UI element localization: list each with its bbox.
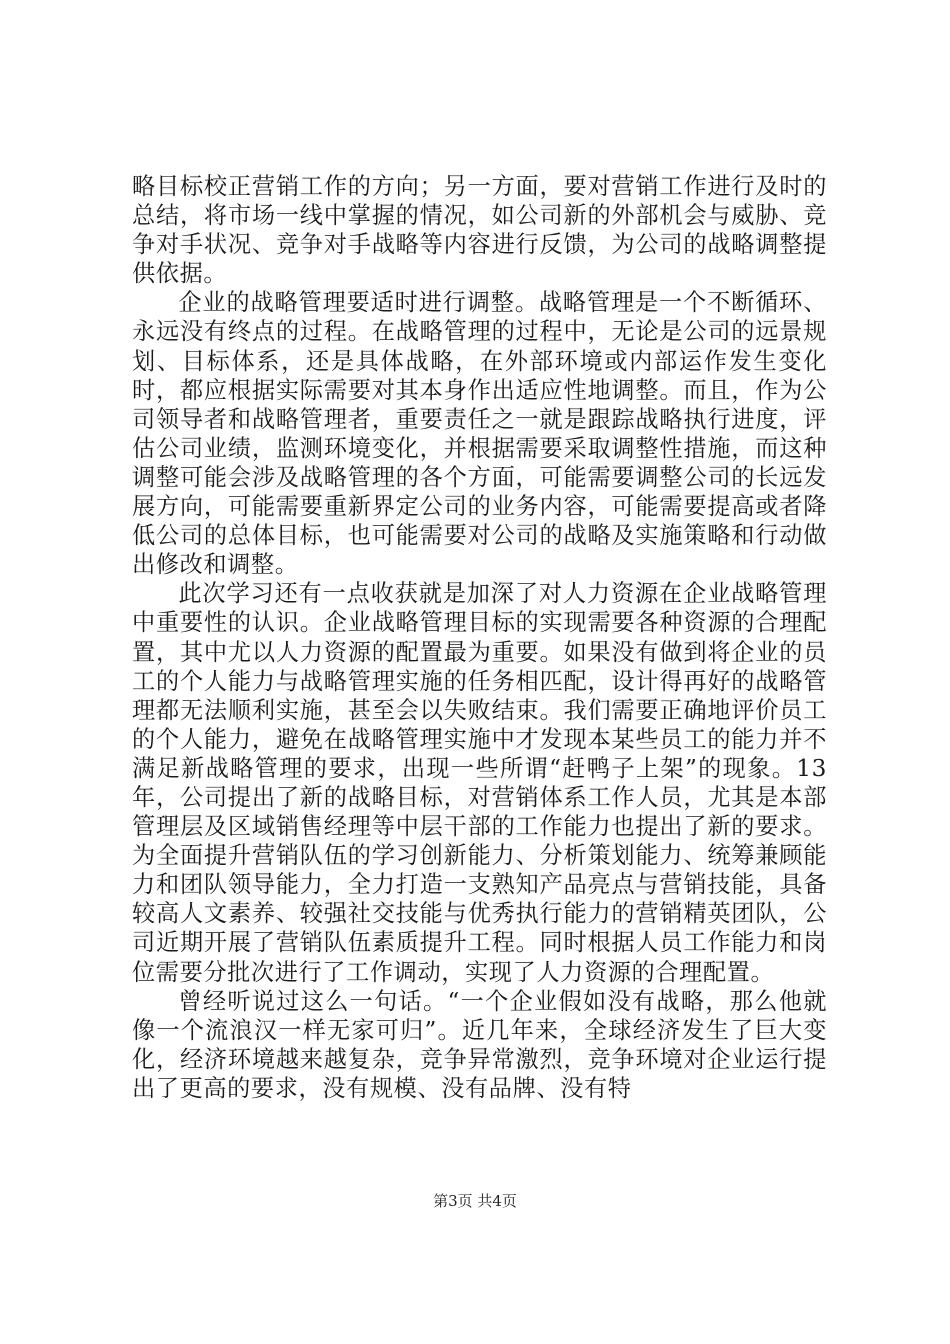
document-body: [132, 172, 827, 1103]
page-footer: 第3页 共4页: [433, 1192, 517, 1210]
paragraph-3: 此次学习还有一点收获就是加深了对人力资源在企业战略管理中重要性的认识。企业战略管理目标的实现需要各种资源的合理配置，其中尤以人力资源的配置最为重要。如果没有做到将企业的员工的个人能力与战略管理实施的任务相匹配，设计得再好的战略管理都无法顺利实施，甚至会以失败结束。我们需要正确地评价员工的个人能力，避免在战略管理实施中才发现本某些员工的能力并不满足新战略管理的要求，出现一些所谓“赶鸭子上架”的现象。13年，公司提出了新的战略目标，对营销体系工作人员，尤其是本部管理层及区域销售经理等中层干部的工作能力也提出了新的要求。为全面提升营销队伍的学习创新能力、分析策划能力、统筹兼顾能力和团队领导能力，全力打造一支熟知产品亮点与营销技能，具备较高人文素养、较强社交技能与优秀执行能力的营销精英团队，公司近期开展了营销队伍素质提升工程。同时根据人员工作能力和岗位需要分批次进行了工作调动，实现了人力资源的合理配置。: [132, 580, 827, 986]
paragraph-2: 企业的战略管理要适时进行调整。战略管理是一个不断循环、永远没有终点的过程。在战略管理的过程中，无论是公司的远景规划、目标体系，还是具体战略，在外部环境或内部运作发生变化时，都应根据实际需要对其本身作出适应性地调整。而且，作为公司领导者和战略管理者，重要责任之一就是跟踪战略执行进度，评估公司业绩，监测环境变化，并根据需要采取调整性措施，而这种调整可能会涉及战略管理的各个方面，可能需要调整公司的长远发展方向，可能需要重新界定公司的业务内容，可能需要提高或者降低公司的总体目标，也可能需要对公司的战略及实施策略和行动做出修改和调整。: [132, 289, 827, 579]
paragraph-4: 曾经听说过这么一句话。“一个企业假如没有战略，那么他就像一个流浪汉一样无家可归”。近几年来，全球经济发生了巨大变化，经济环境越来越复杂，竞争异常激烈，竞争环境对企业运行提出了更高的要求，没有规模、没有品牌、没有特: [132, 987, 827, 1102]
paragraph-1: 略目标校正营销工作的方向；另一方面，要对营销工作进行及时的总结，将市场一线中掌握的情况，如公司新的外部机会与威胁、竞争对手状况、竞争对手战略等内容进行反馈，为公司的战略调整提供依据。: [132, 173, 827, 288]
